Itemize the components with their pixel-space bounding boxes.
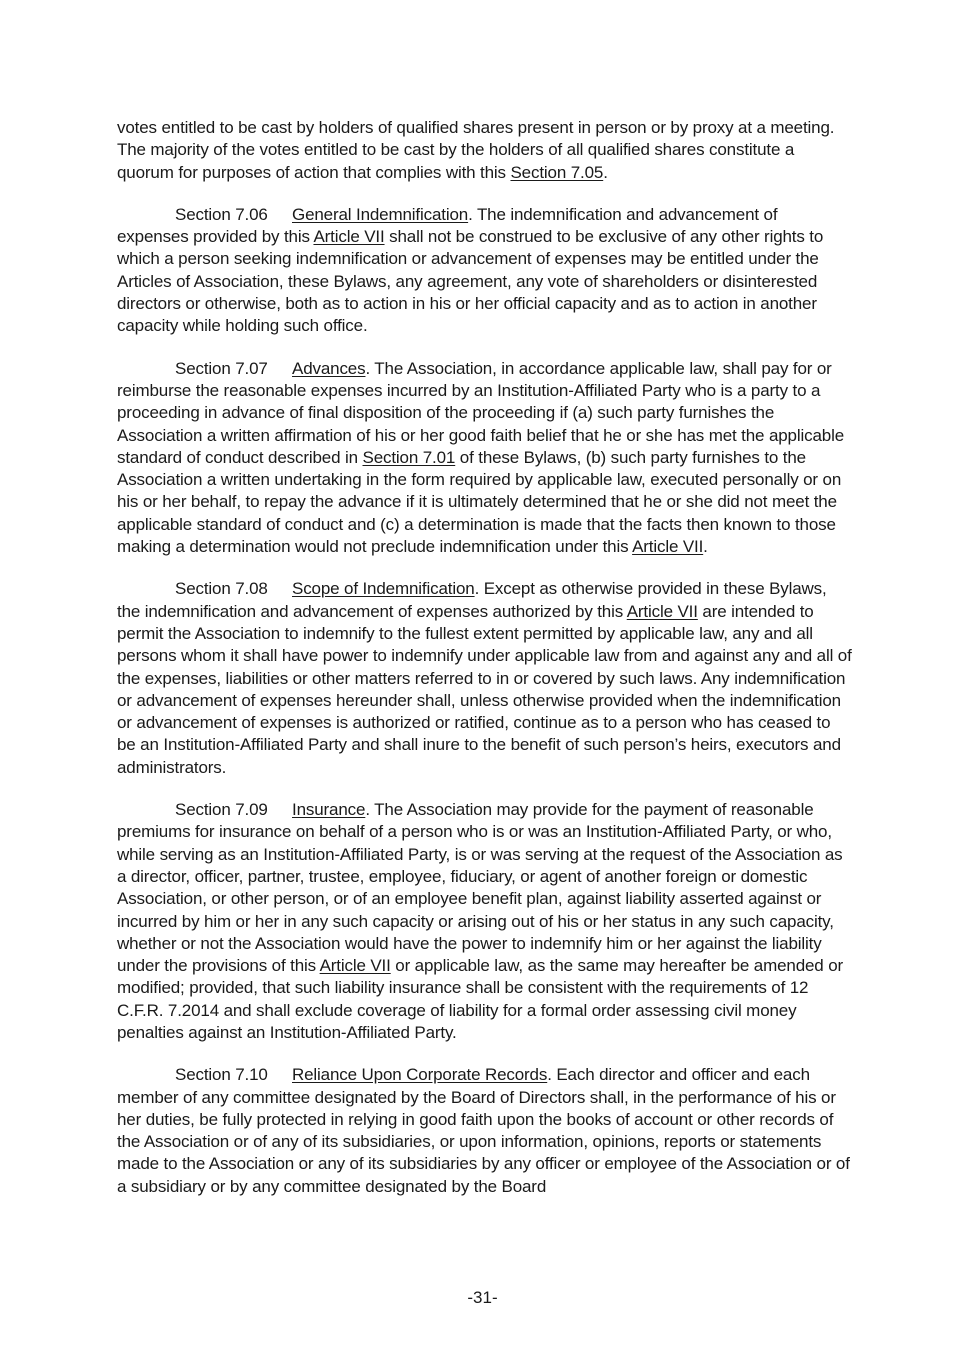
continuation-text-a: votes entitled to be cast by holders of qualified shares present in person or by proxy at a meeting. The majority of the votes entitled to be cast by the holders of all qualified shares constitute a quorum for purposes of action that complies with this [117,118,835,182]
section-title: Advances [292,358,366,378]
cross-reference-article-vii[interactable]: Article VII [313,227,385,247]
section-number: Section 7.09 [175,800,268,820]
section-7-10 [117,1064,852,1198]
section-text-b: are intended to permit the Association to indemnify to the fullest extent permitted by applicable law, any and all persons whom it shall have power to indemnify under applicable law from and against any and all of the expenses, liabilities or other matters referred to in or covered by such laws. Any indemnification or advancement of expenses hereunder shall, unless otherwise provided when the indemnification or advancement of expenses is authorized or ratified, continue as to a person who has ceased to be an Institution-Affiliated Party and shall inure to the benefit of such person’s heirs, executors and administrators. [117,601,852,777]
section-title: General Indemnification [292,204,469,224]
section-text-a: . Each director and officer and each member of any committee designated by the Board of Directors shall, in the performance of his or her duties, be fully protected in relying in good faith upon the books of account or other records of the Association or of any of its subsidiaries, or upon information, opinions, reports or statements made to the Association or any of its subsidiaries by any officer or employee of the Association or of a subsidiary or by any committee designated by the Board [117,1065,850,1196]
section-title: Insurance [292,800,366,820]
section-title: Scope of Indemnification [292,579,475,599]
section-text-a: . Except as otherwise provided in these Bylaws, the indemnification and advancement of expenses authorized by this [117,579,827,621]
section-number: Section 7.10 [175,1065,268,1085]
cross-reference-article-vii[interactable]: Article VII [626,601,698,621]
section-7-06 [117,204,852,338]
section-text-b: of these Bylaws, (b) such party furnishes to the Association a written undertaking in the form required by applicable law, executed personally or on his or her behalf, to repay the advance if it is ultimately determined that he or she did not meet the applicable standard of conduct and (c) a determination is made that the facts then known to those making a determination would not preclude indemnification under this [117,447,842,557]
page-number: -31- [467,1288,498,1307]
section-7-09 [117,799,852,1044]
section-text-a: . The Association may provide for the payment of reasonable premiums for insurance on behalf of a person who is or was an Institution-Affiliated Party, or who, while serving as an Institution-Affiliated Party, is or was serving at the request of the Association as a director, officer, partner, trustee, employee, fiduciary, or agent of another foreign or domestic Association, or other person, or of an employee benefit plan, against liability asserted against or incurred by him or her in any such capacity or arising out of his or her status in any such capacity, whether or not the Association would have the power to indemnify him or her against the liability under the provisions of this [117,800,843,976]
cross-reference-article-vii[interactable]: Article VII [319,956,391,976]
section-text-a: . The indemnification and advancement of expenses provided by this [117,204,778,247]
section-number: Section 7.06 [175,204,268,224]
section-7-08 [117,578,852,779]
section-number: Section 7.08 [175,579,268,599]
cross-reference-section-7-05[interactable]: Section 7.05 [510,162,604,182]
section-title: Reliance Upon Corporate Records [292,1065,548,1085]
document-body [117,117,852,1218]
section-text-b: shall not be construed to be exclusive of any other rights to which a person seeking indemnification or advancement of expenses may be entitled under the Articles of Association, these Bylaws, any agreement, any vote of shareholders or disinterested directors or otherwise, both as to action in his or her official capacity and as to action in another capacity while holding such office. [117,227,824,336]
cross-reference-section-7-01[interactable]: Section 7.01 [362,447,456,467]
section-7-07 [117,358,852,559]
section-text-c: . [703,537,708,557]
section-text-b: or applicable law, as the same may hereafter be amended or modified; provided, that such liability insurance shall be consistent with the requirements of 12 C.F.R. 7.2014 and shall exclude coverage of liability for a formal order assessing civil money penalties against an Institution-Affiliated Party. [117,956,844,1042]
section-number: Section 7.07 [175,358,268,378]
cross-reference-article-vii[interactable]: Article VII [632,537,704,557]
paragraph-continuation [117,117,852,184]
continuation-text-b: . [603,162,608,182]
section-text-a: . The Association, in accordance applicable law, shall pay for or reimburse the reasonable expenses incurred by an Institution-Affiliated Party who is a party to a proceeding in advance of final disposition of the proceeding if (a) such party furnishes the Association a written affirmation of his or her good faith belief that he or she has met the applicable standard of conduct described in [117,358,844,467]
